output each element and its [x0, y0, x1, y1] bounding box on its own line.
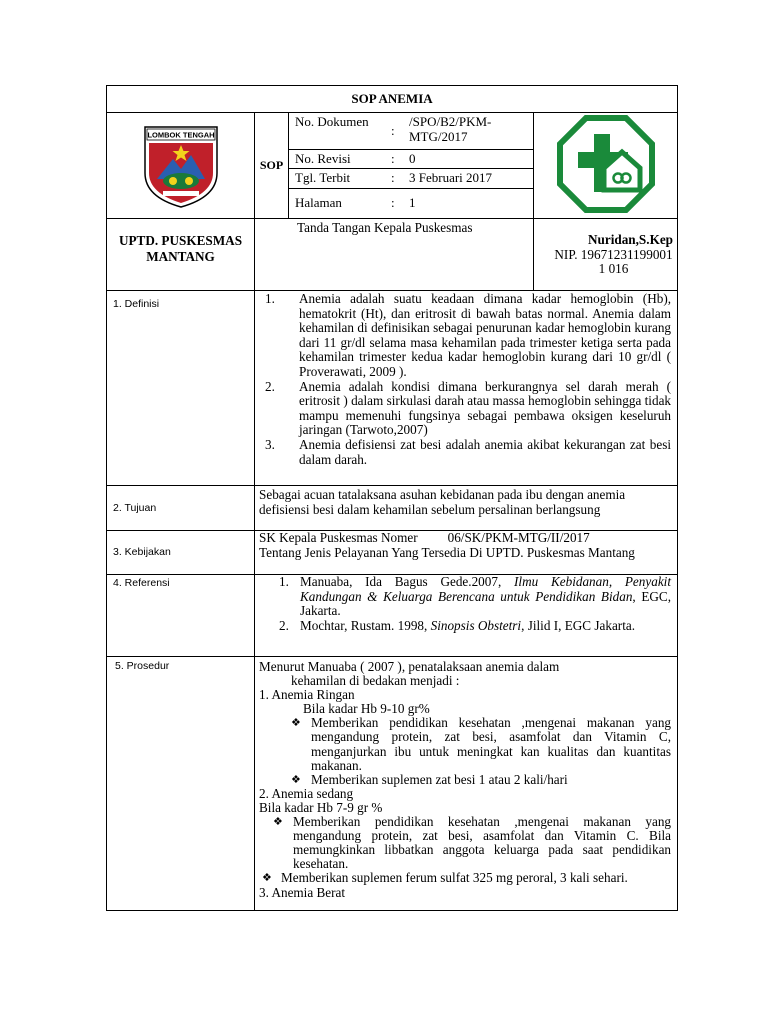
list-item: 1. Manuaba, Ida Bagus Gede.2007, Ilmu Kebidanan, Penyakit Kandungan & Keluarga Berencana untuk Pendidikan Bidan, EGC, Jakarta.	[279, 574, 672, 619]
meta-label: No. Dokumen	[289, 113, 385, 149]
kebijakan-line1-a: SK Kepala Puskesmas Nomer	[259, 530, 418, 545]
sop-label-cell	[255, 113, 289, 219]
signer-nip: NIP. 19671231199001 1 016	[554, 246, 673, 277]
section-label-tujuan: 2. Tujuan	[107, 486, 255, 531]
meta-colon: :	[385, 169, 403, 189]
meta-colon: :	[385, 113, 403, 149]
sop-document	[106, 85, 677, 911]
signer-name: Nuridan,S.Kep	[588, 232, 674, 247]
section-label-kebijakan: 3. Kebijakan	[107, 531, 255, 575]
document-meta-cell	[289, 113, 534, 219]
document-meta-table	[289, 113, 533, 218]
sop-table	[106, 85, 678, 911]
meta-label: Tgl. Terbit	[289, 169, 385, 189]
prosedur-ringan-title: 1. Anemia Ringan	[259, 687, 355, 703]
document-title: SOP ANEMIA	[107, 86, 678, 113]
meta-label: Halaman	[295, 195, 342, 210]
prosedur-intro-line2: kehamilan di bedakan menjadi :	[291, 673, 460, 689]
prosedur-intro-line1: Menurut Manuaba ( 2007 ), penatalaksaan anemia dalam	[259, 659, 560, 674]
signature-cell	[255, 219, 534, 291]
prosedur-sedang-bullet-1: ❖ Memberikan pendidikan kesehatan ,mengenai makanan yang mengandung protein, zat besi, asamfolat dan Vitamin C. Bila memungkinkan libbatkan anggota keluarga pada saat pendidikan kesehatan.	[273, 814, 672, 872]
list-item: 1. Anemia adalah suatu keadaan dimana kadar hemoglobin (Hb), hematokrit (Ht), dan eritrosit di bawah batas normal. Anemia dalam kehamilan di definisikan sebagai penurunan kadar hemoglobin kurang dari 11 gr/dl selama masa kehamilan pada trimester ketiga serta pada kehamilan trimester kedua kadar hemoglobin kurang dari 10 gr/dl ( Proverawati, 2009 ).	[265, 291, 672, 379]
section-label-referensi: 4. Referensi	[107, 575, 255, 657]
signer-cell	[534, 219, 678, 291]
signature-label: Tanda Tangan Kepala Puskesmas	[297, 220, 473, 235]
prosedur-sedang-bullet-2: ❖ Memberikan suplemen ferum sulfat 325 mg peroral, 3 kali sehari.	[262, 870, 628, 886]
section-content-kebijakan	[255, 531, 678, 575]
definisi-list	[261, 292, 671, 467]
prosedur-ringan-bullet-1: ❖ Memberikan pendidikan kesehatan ,mengenai makanan yang mengandung protein, zat besi, asamfolat dan Vitamin C, menganjurkan ibu untuk meningkat kan kualitas dan kuantitas makanan.	[291, 715, 672, 773]
meta-value-doc-number: /SPO/B2/PKM-MTG/2017	[403, 113, 533, 149]
puskesmas-logo-icon	[556, 114, 656, 214]
section-content-tujuan: Sebagai acuan tatalaksana asuhan kebidanan pada ibu dengan anemia defisiensi besi dalam kehamilan sebelum persalinan berlangsung	[255, 486, 678, 531]
emblem-banner-text: LOMBOK TENGAH	[146, 130, 215, 140]
kebijakan-line1-b: 06/SK/PKM-MTG/II/2017	[447, 530, 590, 545]
diamond-bullet-icon: ❖	[262, 872, 272, 885]
district-logo-cell	[107, 113, 255, 219]
prosedur-sedang-title: 2. Anemia sedang	[259, 785, 354, 801]
list-item: 2. Mochtar, Rustam. 1998, Sinopsis Obstetri, Jilid I, EGC Jakarta.	[279, 617, 636, 633]
prosedur-berat-title: 3. Anemia Berat	[259, 884, 346, 900]
meta-colon: :	[391, 195, 395, 210]
section-label-prosedur: 5. Prosedur	[107, 657, 255, 911]
sop-label: SOP	[259, 158, 284, 173]
referensi-list	[275, 575, 671, 633]
org-name: UPTD. PUSKESMAS MANTANG	[118, 233, 243, 264]
meta-label: No. Revisi	[289, 149, 385, 169]
prosedur-ringan-hb: Bila kadar Hb 9-10 gr%	[303, 701, 430, 717]
diamond-bullet-icon: ❖	[273, 816, 283, 829]
prosedur-ringan-bullet-2: ❖ Memberikan suplemen zat besi 1 atau 2 kali/hari	[291, 771, 568, 787]
section-content-prosedur	[255, 657, 678, 911]
puskesmas-logo-cell	[534, 113, 678, 219]
list-item: 3. Anemia defisiensi zat besi adalah anemia akibat kekurangan zat besi dalam darah.	[265, 436, 672, 467]
lombok-tengah-emblem-icon	[139, 119, 223, 209]
diamond-bullet-icon: ❖	[291, 717, 301, 730]
meta-value-revision: 0	[403, 149, 533, 169]
diamond-bullet-icon: ❖	[291, 773, 301, 786]
meta-value-page: 1	[409, 195, 416, 210]
section-content-referensi	[255, 575, 678, 657]
prosedur-sedang-hb: Bila kadar Hb 7-9 gr %	[259, 799, 383, 815]
section-label-definisi: 1. Definisi	[107, 291, 255, 486]
kebijakan-line2: Tentang Jenis Pelayanan Yang Tersedia Di UPTD. Puskesmas Mantang	[259, 544, 635, 560]
meta-colon: :	[385, 149, 403, 169]
meta-value-issue-date: 3 Februari 2017	[403, 169, 533, 189]
org-name-cell	[107, 219, 255, 291]
section-content-definisi	[255, 291, 678, 486]
list-item: 2. Anemia adalah kondisi dimana berkurangnya sel darah merah ( eritrosit ) dalam sirkulasi darah atau massa hemoglobin sehingga tidak mampu memenuhi fungsinya sebagai pembawa oksigen keseluruh jaringan (Tarwoto,2007)	[265, 378, 672, 438]
